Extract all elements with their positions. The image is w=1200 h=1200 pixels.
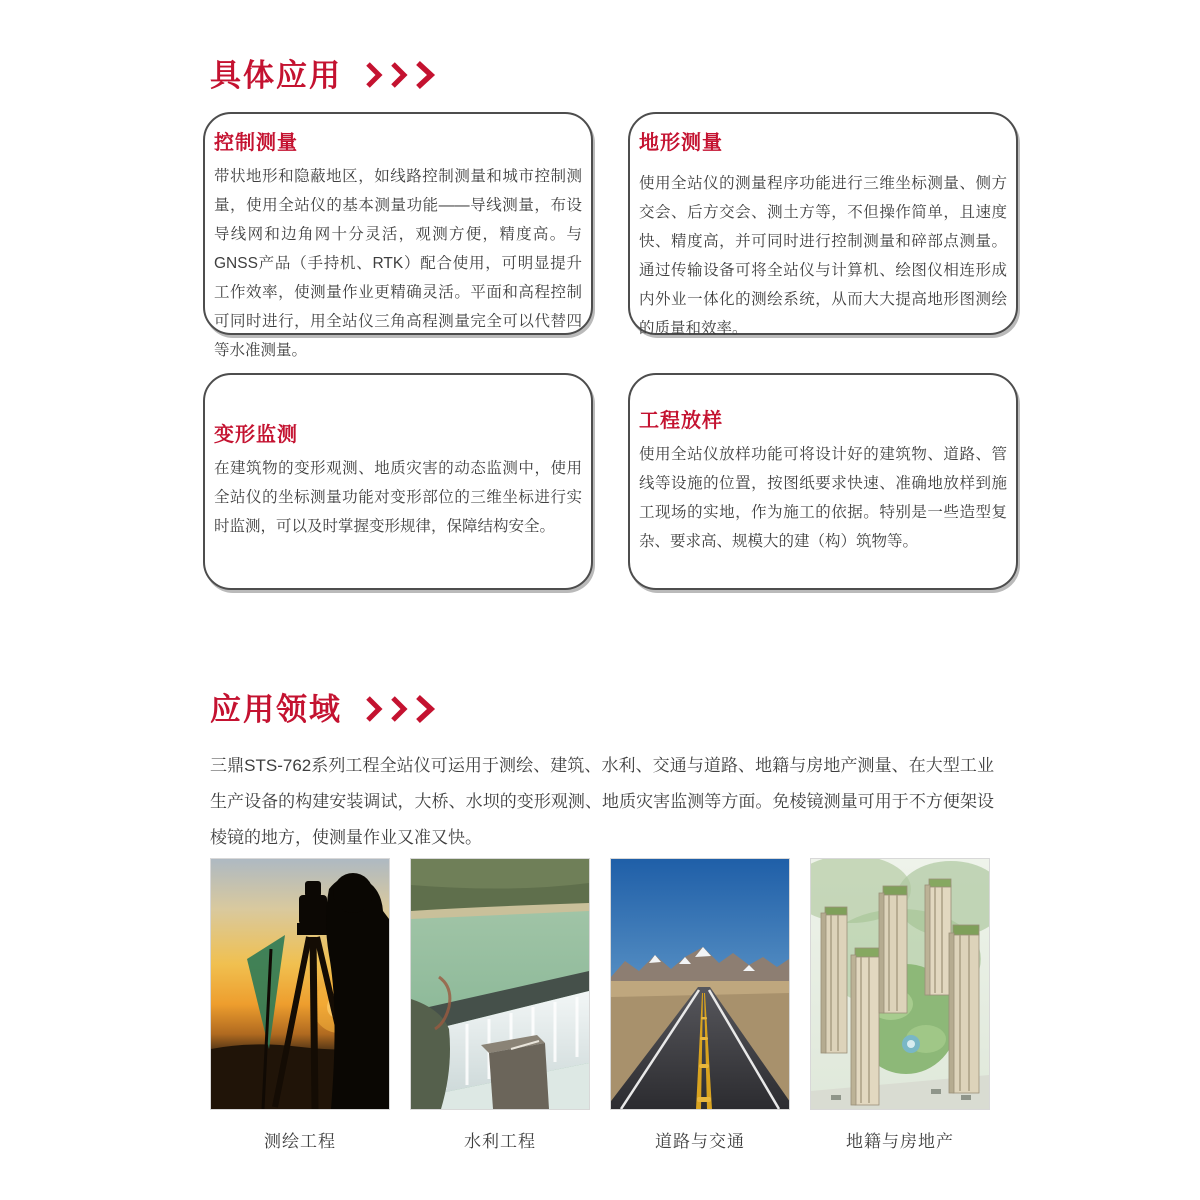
dam-weir-photo — [410, 858, 590, 1110]
application-photo-row — [210, 858, 990, 1152]
card-title: 变形监测 — [214, 424, 298, 446]
fields-intro-paragraph: 三鼎STS-762系列工程全站仪可运用于测绘、建筑、水利、交通与道路、地籍与房地产测量、在大型工业生产设备的构建安装调试，大桥、水坝的变形观测、地质灾害监测等方面。免棱镜测量可用于不方便架设棱镜的地方，使测量作业又准又快。 — [210, 756, 994, 847]
card-body: 带状地形和隐蔽地区，如线路控制测量和城市控制测量，使用全站仪的基本测量功能——导线测量，布设导线网和边角网十分灵活，观测方便，精度高。与GNSS产品（手持机、RTK）配合使用，可明显提升工作效率，使测量作业更精确灵活。平面和高程控制可同时进行，用全站仪三角高程测量完全可以代替四等水准测量。 — [214, 168, 582, 359]
section-applications-title: 具体应用 — [210, 58, 342, 93]
triple-chevron-right-icon — [364, 59, 441, 91]
triple-chevron-right-icon — [364, 693, 441, 725]
surveyor-sunset-photo — [210, 858, 390, 1110]
section-applications-heading — [210, 50, 441, 95]
card-topographic-survey — [628, 112, 1018, 335]
photo-figure-road-traffic — [610, 858, 790, 1152]
card-title: 地形测量 — [639, 132, 723, 154]
application-cards — [203, 112, 1018, 590]
card-body: 使用全站仪放样功能可将设计好的建筑物、道路、管线等设施的位置，按图纸要求快速、准确地放样到施工现场的实地，作为施工的依据。特别是一些造型复杂、要求高、规模大的建（构）筑物等。 — [639, 445, 1007, 550]
card-title: 控制测量 — [214, 132, 298, 154]
card-title: 工程放样 — [639, 409, 723, 432]
photo-figure-surveying — [210, 858, 390, 1152]
card-deformation-monitoring — [203, 373, 593, 590]
photo-figure-water-conservancy — [410, 858, 590, 1152]
card-engineering-stakeout — [628, 373, 1018, 590]
highway-photo — [610, 858, 790, 1110]
card-body: 在建筑物的变形观测、地质灾害的动态监测中，使用全站仪的坐标测量功能对变形部位的三维坐标进行实时监测，可以及时掌握变形规律，保障结构安全。 — [214, 460, 582, 535]
card-control-survey — [203, 112, 593, 359]
section-fields-heading — [210, 684, 441, 729]
photo-caption: 道路与交通 — [655, 1132, 745, 1151]
photo-figure-real-estate — [810, 858, 990, 1152]
photo-caption: 地籍与房地产 — [846, 1132, 954, 1151]
residential-towers-photo — [810, 858, 990, 1110]
photo-caption: 水利工程 — [464, 1132, 536, 1151]
section-fields-title: 应用领域 — [210, 692, 342, 727]
card-body: 使用全站仪的测量程序功能进行三维坐标测量、侧方交会、后方交会、测土方等，不但操作简单，且速度快、精度高，并可同时进行控制测量和碎部点测量。通过传输设备可将全站仪与计算机、绘图仪相连形成内外业一体化的测绘系统，从而大大提高地形图测绘的质量和效率。 — [639, 175, 1007, 337]
photo-caption: 测绘工程 — [264, 1132, 336, 1151]
